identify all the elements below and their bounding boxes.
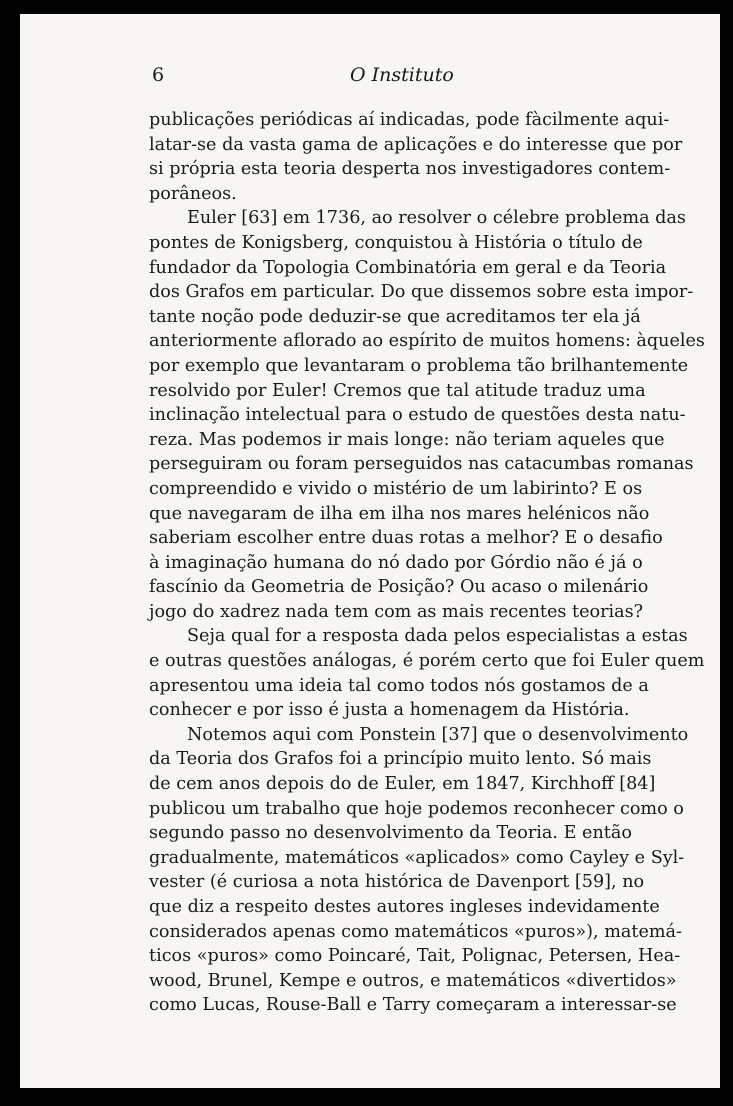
text-line: pontes de Konigsberg, conquistou à História o título de: [149, 232, 643, 253]
text-line: publicações periódicas aí indicadas, pode fàcilmente aqui-: [149, 110, 670, 130]
text-line: gradualmente, matemáticos «aplicados» como Cayley e Syl-: [149, 847, 685, 868]
text-line: Euler [63] em 1736, ao resolver o célebre problema das: [187, 208, 686, 229]
text-line: porâneos.: [149, 183, 237, 204]
text-line: tante noção pode deduzir-se que acreditamos ter ela já: [149, 306, 641, 327]
text-line: considerados apenas como matemáticos «puros»), matemá-: [149, 921, 682, 942]
text-line: inclinação intelectual para o estudo de questões desta natu-: [149, 405, 686, 426]
text-line: Seja qual for a resposta dada pelos especialistas a estas: [187, 626, 688, 647]
text-line: reza. Mas podemos ir mais longe: não teriam aqueles que: [149, 429, 665, 450]
text-line: ticos «puros» como Poincaré, Tait, Polignac, Petersen, Hea-: [149, 946, 681, 967]
body-text: [149, 108, 705, 1018]
text-line: fascínio da Geometria de Posição? Ou acaso o milenário: [149, 577, 649, 598]
page-number: 6: [152, 64, 165, 86]
text-line: resolvido por Euler! Cremos que tal atitude traduz uma: [149, 380, 646, 401]
book-page: [20, 14, 720, 1088]
text-line: saberiam escolher entre duas rotas a melhor? E o desafio: [149, 528, 663, 549]
text-line: latar-se da vasta gama de aplicações e do interesse que por: [149, 134, 683, 155]
text-line: publicou um trabalho que hoje podemos reconhecer como o: [149, 798, 684, 819]
text-line: fundador da Topologia Combinatória em geral e da Teoria: [149, 257, 667, 278]
text-line: à imaginação humana do nó dado por Górdio não é já o: [149, 552, 643, 573]
text-line: anteriormente aflorado ao espírito de muitos homens: àqueles: [149, 331, 705, 352]
text-line: vester (é curiosa a nota histórica de Davenport [59], no: [149, 872, 645, 893]
running-title: O Instituto: [350, 64, 454, 86]
text-line: wood, Brunel, Kempe e outros, e matemáticos «divertidos»: [149, 970, 677, 991]
text-line: segundo passo no desenvolvimento da Teoria. E então: [149, 823, 632, 844]
text-line: por exemplo que levantaram o problema tão brilhantemente: [149, 355, 689, 376]
text-line: dos Grafos em particular. Do que dissemos sobre esta impor-: [149, 282, 694, 303]
text-line: perseguiram ou foram perseguidos nas catacumbas romanas: [149, 454, 694, 475]
page-header: [152, 64, 622, 94]
text-line: apresentou uma ideia tal como todos nós gostamos de a: [149, 675, 649, 696]
text-line: da Teoria dos Grafos foi a princípio muito lento. Só mais: [149, 749, 652, 770]
text-line: compreendido e vivido o mistério de um labirinto? E os: [149, 478, 643, 499]
text-line: si própria esta teoria desperta nos investigadores contem-: [149, 159, 671, 180]
text-line: jogo do xadrez nada tem com as mais recentes teorias?: [149, 601, 644, 622]
text-line: conhecer e por isso é justa a homenagem da História.: [149, 700, 630, 721]
text-line: de cem anos depois do de Euler, em 1847, Kirchhoff [84]: [149, 774, 656, 795]
text-line: como Lucas, Rouse-Ball e Tarry começaram a interessar-se: [149, 995, 677, 1016]
text-line: e outras questões análogas, é porém certo que foi Euler quem: [149, 651, 705, 672]
text-line: que navegaram de ilha em ilha nos mares helénicos não: [149, 503, 650, 524]
text-line: que diz a respeito destes autores ingleses indevidamente: [149, 897, 660, 917]
text-line: Notemos aqui com Ponstein [37] que o desenvolvimento: [187, 724, 689, 745]
